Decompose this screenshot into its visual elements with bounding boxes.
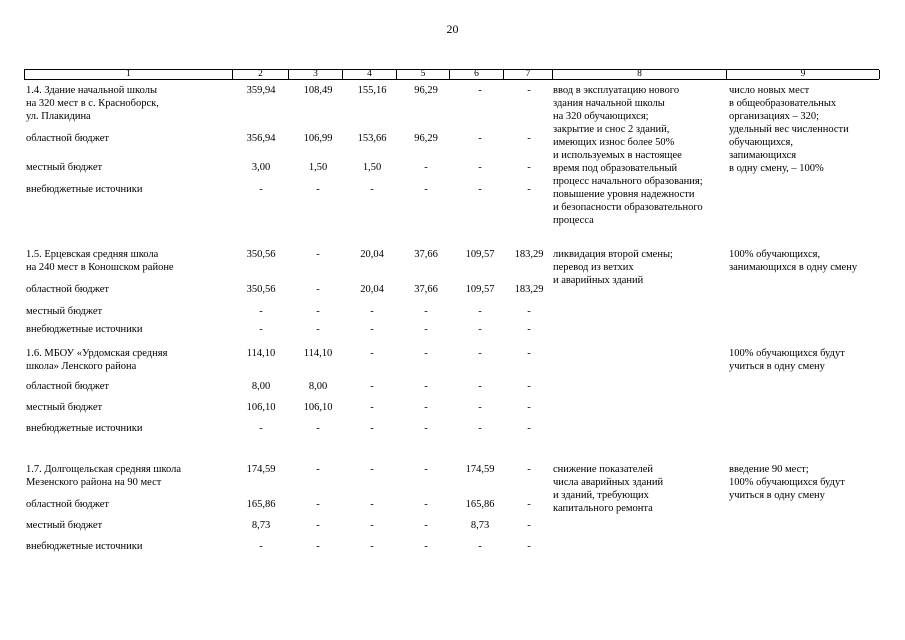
row-label: областной бюджет xyxy=(26,381,109,392)
title-value-col-7: - xyxy=(527,464,531,475)
header-col-6: 6 xyxy=(450,70,504,79)
row-value-col-4: - xyxy=(370,541,374,552)
target-indicator: число новых мест в общеобразовательных организациях – 320; удельный вес численности обучающихся, запимающихся в одну смену, – 100% xyxy=(729,85,849,174)
target-indicator: введение 90 мест; 100% обучающихся будут учиться в одну смену xyxy=(729,464,845,501)
section-title: 1.5. Ерцевская средняя школа на 240 мест в Коношском районе xyxy=(26,249,174,273)
row-value-col-6: - xyxy=(478,162,482,173)
row-value-col-2: 350,56 xyxy=(246,284,276,295)
row-value-col-7: - xyxy=(527,499,531,510)
row-value-col-2: - xyxy=(259,423,263,434)
row-label: областной бюджет xyxy=(26,133,109,144)
row-value-col-7: - xyxy=(527,381,531,392)
row-value-col-5: 37,66 xyxy=(414,284,438,295)
row-value-col-6: - xyxy=(478,133,482,144)
row-value-col-7: - xyxy=(527,541,531,552)
section-title: 1.6. МБОУ «Урдомская средняя школа» Ленского района xyxy=(26,348,168,372)
row-value-col-6: - xyxy=(478,402,482,413)
header-col-8: 8 xyxy=(553,70,727,79)
title-value-col-3: - xyxy=(316,249,320,260)
row-value-col-2: 356,94 xyxy=(246,133,276,144)
title-value-col-3: - xyxy=(316,464,320,475)
row-value-col-4: - xyxy=(370,499,374,510)
title-value-col-4: 20,04 xyxy=(360,249,384,260)
header-col-1: 1 xyxy=(25,70,233,79)
row-value-col-3: - xyxy=(316,184,320,195)
row-value-col-2: - xyxy=(259,184,263,195)
row-label: внебюджетные источники xyxy=(26,184,143,195)
title-value-col-7: 183,29 xyxy=(514,249,544,260)
row-value-col-3: - xyxy=(316,499,320,510)
title-value-col-2: 114,10 xyxy=(246,348,276,359)
row-value-col-2: 106,10 xyxy=(246,402,276,413)
row-value-col-5: - xyxy=(424,381,428,392)
row-value-col-4: - xyxy=(370,423,374,434)
row-value-col-5: - xyxy=(424,541,428,552)
row-value-col-2: - xyxy=(259,324,263,335)
row-value-col-3: 8,00 xyxy=(308,381,328,392)
row-value-col-3: 106,99 xyxy=(303,133,333,144)
header-col-9: 9 xyxy=(727,70,880,79)
title-value-col-5: - xyxy=(424,464,428,475)
row-value-col-5: - xyxy=(424,423,428,434)
header-col-2: 2 xyxy=(233,70,289,79)
page-number: 20 xyxy=(446,22,459,36)
table-header xyxy=(24,69,879,80)
row-value-col-6: 8,73 xyxy=(470,520,490,531)
row-value-col-3: 106,10 xyxy=(303,402,333,413)
row-value-col-3: - xyxy=(316,423,320,434)
target-indicator: 100% обучающихся, занимающихся в одну смену xyxy=(729,249,858,273)
row-value-col-4: - xyxy=(370,381,374,392)
expected-result: снижение показателей числа аварийных зданий и зданий, требующих капитального ремонта xyxy=(553,464,664,514)
row-value-col-6: - xyxy=(478,184,482,195)
row-value-col-2: 3,00 xyxy=(251,162,271,173)
row-value-col-3: - xyxy=(316,520,320,531)
row-value-col-4: 20,04 xyxy=(360,284,384,295)
row-value-col-2: - xyxy=(259,306,263,317)
title-value-col-6: 174,59 xyxy=(465,464,495,475)
row-value-col-2: 8,73 xyxy=(251,520,271,531)
title-value-col-4: - xyxy=(370,464,374,475)
header-col-5: 5 xyxy=(397,70,450,79)
expected-result: ввод в эксплуатацию нового здания начальной школы на 320 обучающихся; закрытие и снос 2 зданий, имеющих износ более 50% и используемых в настоящее время под образовательный процесс начального образования; повышение уровня надежности и безопасности образовательного процесса xyxy=(553,85,703,226)
row-value-col-5: - xyxy=(424,184,428,195)
title-value-col-7: - xyxy=(527,85,531,96)
row-value-col-7: - xyxy=(527,133,531,144)
row-value-col-7: - xyxy=(527,423,531,434)
title-value-col-5: 37,66 xyxy=(414,249,438,260)
title-value-col-6: 109,57 xyxy=(465,249,495,260)
row-value-col-4: - xyxy=(370,520,374,531)
row-label: местный бюджет xyxy=(26,520,103,531)
row-label: местный бюджет xyxy=(26,162,103,173)
title-value-col-7: - xyxy=(527,348,531,359)
row-value-col-4: - xyxy=(370,184,374,195)
row-value-col-4: 1,50 xyxy=(362,162,382,173)
title-value-col-6: - xyxy=(478,348,482,359)
row-value-col-6: - xyxy=(478,423,482,434)
title-value-col-5: - xyxy=(424,348,428,359)
row-label: областной бюджет xyxy=(26,284,109,295)
title-value-col-2: 359,94 xyxy=(246,85,276,96)
section-title: 1.4. Здание начальной школы на 320 мест в с. Красноборск, ул. Плакидина xyxy=(26,85,159,122)
row-value-col-2: 8,00 xyxy=(251,381,271,392)
section-title: 1.7. Долгощельская средняя школа Мезенского района на 90 мест xyxy=(26,464,182,488)
row-value-col-3: 1,50 xyxy=(308,162,328,173)
header-col-3: 3 xyxy=(289,70,343,79)
row-value-col-7: - xyxy=(527,306,531,317)
row-value-col-6: 109,57 xyxy=(465,284,495,295)
title-value-col-2: 350,56 xyxy=(246,249,276,260)
row-value-col-6: 165,86 xyxy=(465,499,495,510)
row-value-col-5: - xyxy=(424,162,428,173)
row-value-col-4: - xyxy=(370,306,374,317)
row-value-col-7: - xyxy=(527,184,531,195)
row-value-col-5: - xyxy=(424,324,428,335)
row-value-col-3: - xyxy=(316,541,320,552)
row-value-col-7: 183,29 xyxy=(514,284,544,295)
row-value-col-5: - xyxy=(424,499,428,510)
row-value-col-5: 96,29 xyxy=(414,133,438,144)
row-value-col-4: - xyxy=(370,402,374,413)
row-value-col-5: - xyxy=(424,306,428,317)
title-value-col-3: 114,10 xyxy=(303,348,333,359)
row-value-col-2: 165,86 xyxy=(246,499,276,510)
header-col-4: 4 xyxy=(343,70,397,79)
row-value-col-7: - xyxy=(527,402,531,413)
row-label: внебюджетные источники xyxy=(26,324,143,335)
row-value-col-6: - xyxy=(478,541,482,552)
row-value-col-6: - xyxy=(478,324,482,335)
row-value-col-4: - xyxy=(370,324,374,335)
row-value-col-5: - xyxy=(424,520,428,531)
title-value-col-3: 108,49 xyxy=(303,85,333,96)
title-value-col-2: 174,59 xyxy=(246,464,276,475)
row-value-col-6: - xyxy=(478,381,482,392)
row-value-col-7: - xyxy=(527,520,531,531)
row-value-col-3: - xyxy=(316,306,320,317)
header-col-7: 7 xyxy=(504,70,553,79)
expected-result: ликвидация второй смены; перевод из ветхих и аварийных зданий xyxy=(553,249,673,286)
title-value-col-5: 96,29 xyxy=(414,85,438,96)
row-value-col-4: 153,66 xyxy=(357,133,387,144)
row-label: областной бюджет xyxy=(26,499,109,510)
row-value-col-3: - xyxy=(316,284,320,295)
row-value-col-7: - xyxy=(527,324,531,335)
title-value-col-4: - xyxy=(370,348,374,359)
row-value-col-5: - xyxy=(424,402,428,413)
row-label: внебюджетные источники xyxy=(26,541,143,552)
row-label: местный бюджет xyxy=(26,402,103,413)
row-value-col-3: - xyxy=(316,324,320,335)
title-value-col-4: 155,16 xyxy=(357,85,387,96)
title-value-col-6: - xyxy=(478,85,482,96)
row-value-col-6: - xyxy=(478,306,482,317)
row-value-col-2: - xyxy=(259,541,263,552)
row-value-col-7: - xyxy=(527,162,531,173)
row-label: местный бюджет xyxy=(26,306,103,317)
target-indicator: 100% обучающихся будут учиться в одну смену xyxy=(729,348,845,372)
row-label: внебюджетные источники xyxy=(26,423,143,434)
